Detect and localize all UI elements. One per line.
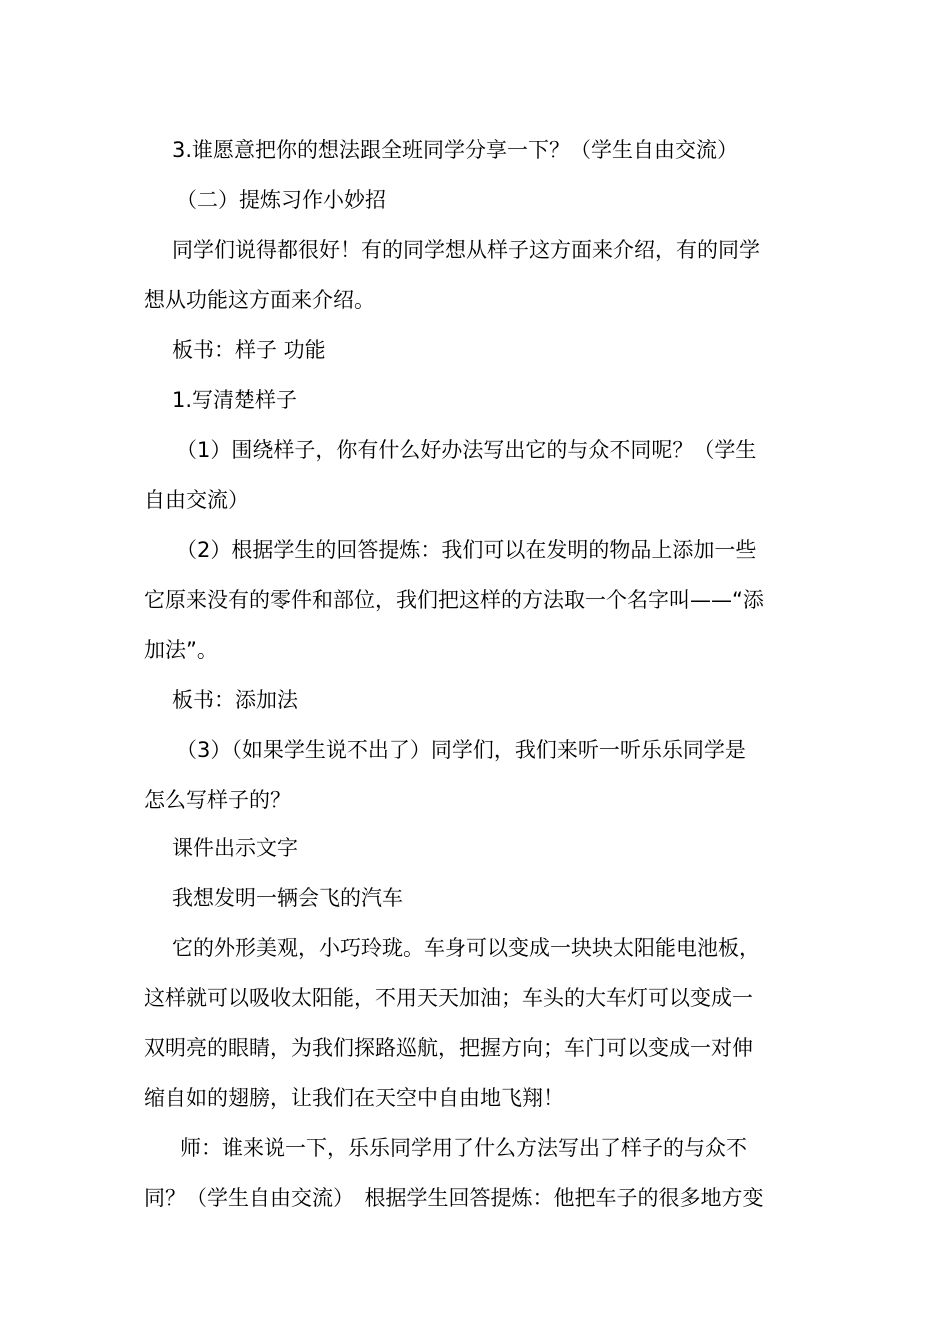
example-title: 我想发明一辆会飞的汽车	[172, 886, 403, 910]
paragraph-line: 板书：样子 功能	[172, 338, 326, 362]
paragraph-line: 想从功能这方面来介绍。	[144, 288, 375, 312]
paragraph-line: 自由交流）	[144, 488, 249, 512]
paragraph-line: 缩自如的翅膀，让我们在天空中自由地飞翔！	[144, 1086, 564, 1110]
paragraph-line: 同学们说得都很好！有的同学想从样子这方面来介绍，有的同学	[172, 238, 760, 262]
section-heading: （二）提炼习作小妙招	[176, 188, 386, 212]
paragraph-line: （2）根据学生的回答提炼：我们可以在发明的物品上添加一些	[176, 538, 757, 562]
subsection-heading: 1.写清楚样子	[172, 388, 298, 412]
paragraph-line: （1）围绕样子，你有什么好办法写出它的与众不同呢？（学生	[176, 438, 757, 462]
paragraph-line: 它的外形美观，小巧玲珑。车身可以变成一块块太阳能电池板，	[172, 936, 760, 960]
paragraph-line: 同？（学生自由交流） 根据学生回答提炼：他把车子的很多地方变	[144, 1186, 764, 1210]
paragraph-line: 这样就可以吸收太阳能，不用天天加油；车头的大车灯可以变成一	[144, 986, 753, 1010]
paragraph-line: 板书：添加法	[172, 688, 298, 712]
paragraph-line: 课件出示文字	[172, 836, 298, 860]
paragraph-line: 双明亮的眼睛，为我们探路巡航，把握方向；车门可以变成一对伸	[144, 1036, 753, 1060]
paragraph-line: 3.谁愿意把你的想法跟全班同学分享一下？（学生自由交流）	[172, 138, 739, 162]
paragraph-line: 师：谁来说一下，乐乐同学用了什么方法写出了样子的与众不	[180, 1136, 747, 1160]
paragraph-line: 它原来没有的零件和部位，我们把这样的方法取一个名字叫——“添	[144, 588, 764, 612]
paragraph-line: （3）（如果学生说不出了）同学们，我们来听一听乐乐同学是	[176, 738, 746, 762]
paragraph-line: 加法”。	[144, 638, 218, 662]
paragraph-line: 怎么写样子的？	[144, 788, 291, 812]
